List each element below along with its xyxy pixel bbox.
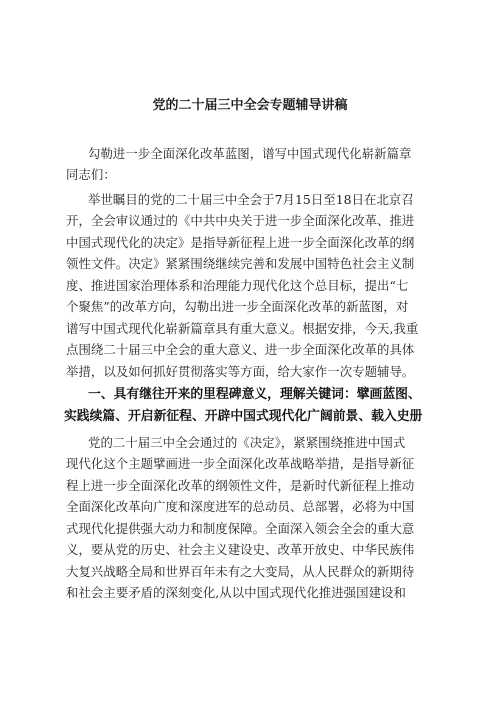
section-heading: 实践续篇、开启新征程、开辟中国式现代化广阔前景、载入史册	[64, 409, 423, 424]
paragraph2-line: 式现代化提供强大动力和制度保障。全面深入领会全会的重大意	[66, 521, 415, 536]
page-title: 党的二十届三中全会专题辅导讲稿	[152, 98, 348, 113]
salutation: 同志们：	[66, 167, 116, 182]
paragraph1-line: 点围绕二十届三中全会的重大意义、进一步全面深化改革的具体	[66, 342, 415, 357]
paragraph1-line: 举世瞩目的党的二十届三中全会于7月15日至18日在北京召	[88, 192, 414, 207]
paragraph1-line: 领性文件。决定》紧紧围绕继续完善和发展中国特色社会主义制	[66, 256, 415, 271]
paragraph1-line: 中国式现代化的决定》是指导新征程上进一步全面深化改革的纲	[66, 235, 415, 250]
paragraph1-line: 开，全会审议通过的《中共中央关于进一步全面深化改革、推进	[66, 213, 415, 228]
paragraph2-line: 党的二十届三中全会通过的《决定》，紧紧围绕推进中国式	[88, 435, 406, 450]
paragraph2-line: 现代化这个主题擘画进一步全面深化改革战略举措，是指导新征	[66, 456, 415, 471]
paragraph1-line: 谱写中国式现代化崭新篇章具有重大意义。根据安排，今天,我重	[66, 321, 419, 336]
paragraph1-line: 度、推进国家治理体系和治理能力现代化这个总目标，提出“七	[66, 278, 409, 293]
paragraph2-line: 和社会主要矛盾的深刻变化,从以中国式现代化推进强国建设和	[66, 585, 406, 600]
paragraph2-line: 义，要从党的历史、社会主义建设史、改革开放史、中华民族伟	[66, 542, 415, 557]
subtitle: 勾勒进一步全面深化改革蓝图，谱写中国式现代化崭新篇章	[88, 146, 412, 161]
section-heading: 一、具有继往开来的里程碑意义，理解关键词：擘画蓝图、	[88, 387, 421, 402]
paragraph2-line: 大复兴战略全局和世界百年未有之大变局，从人民群众的新期待	[66, 564, 415, 579]
paragraph2-line: 全面深化改革向广度和深度进军的总动员、总部署，必将为中国	[66, 499, 415, 514]
paragraph2-line: 程上进一步全面深化改革的纲领性文件，是新时代新征程上推动	[66, 478, 415, 493]
paragraph1-line: 举措，以及如何抓好贯彻落实等方面，给大家作一次专题辅导。	[66, 364, 415, 379]
paragraph1-line: 个聚焦”的改革方向，勾勒出进一步全面深化改革的新蓝图，对	[66, 299, 409, 314]
